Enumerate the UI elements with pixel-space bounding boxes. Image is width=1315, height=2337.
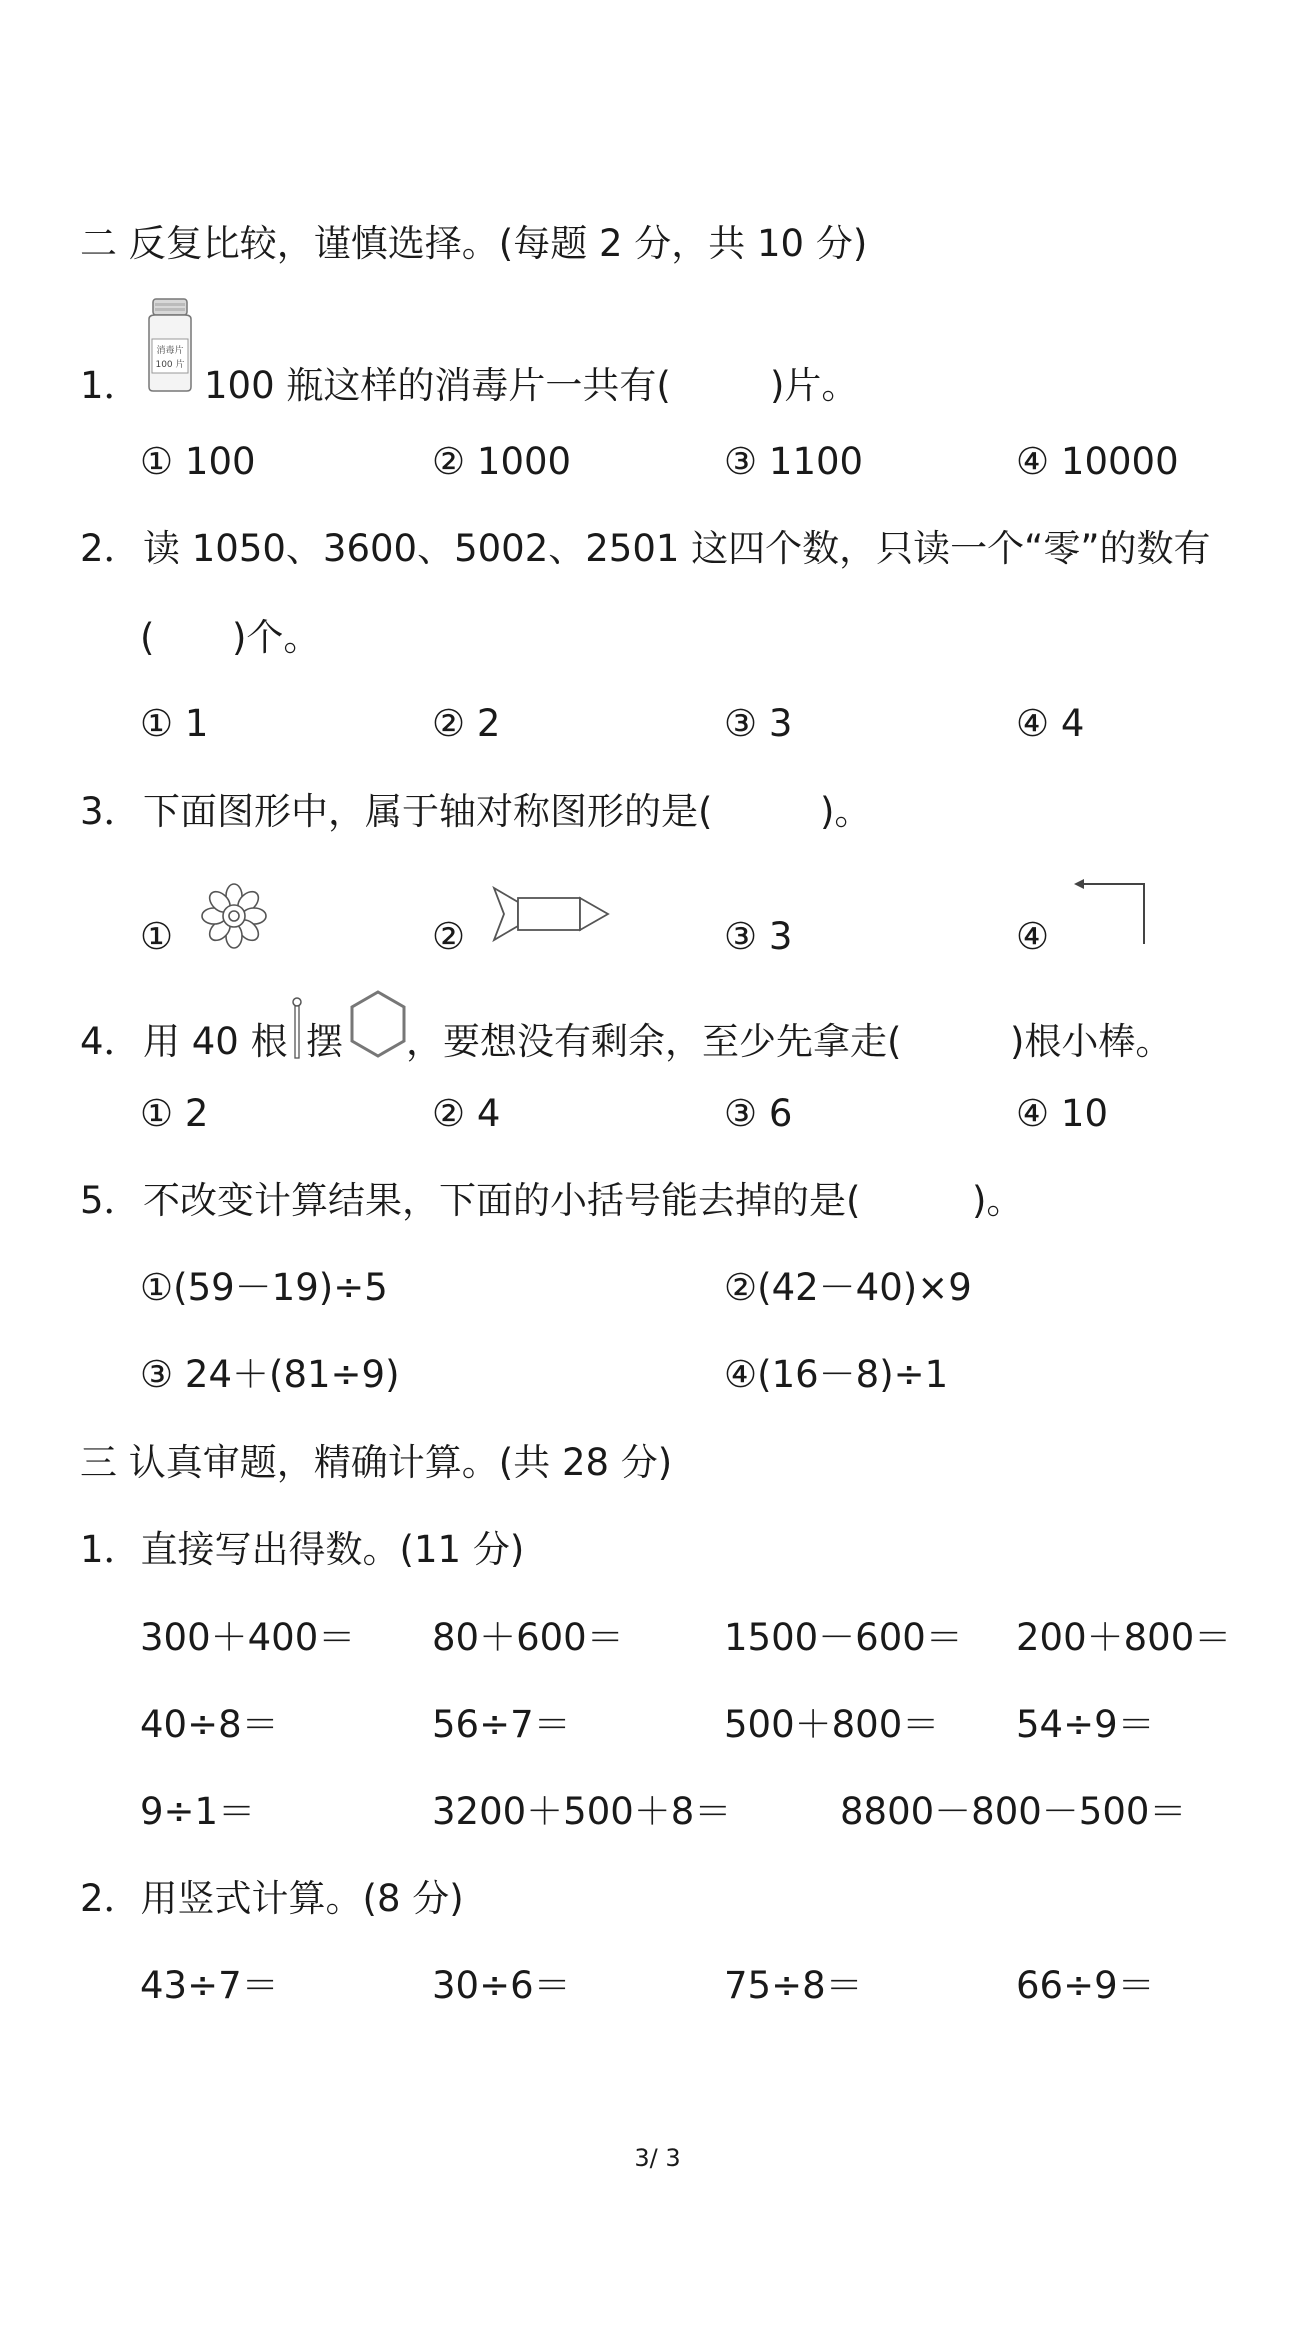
q5-text-a: 不改变计算结果，下面的小括号能去掉的是( (143, 1179, 861, 1222)
q5-text-b: )。 (972, 1179, 1024, 1222)
calc-item: 9÷1＝ (140, 1790, 256, 1833)
q2-option-4: ④ 4 (1016, 702, 1085, 745)
calc-item: 500＋800＝ (724, 1703, 940, 1746)
q4-option-1: ① 2 (140, 1092, 209, 1135)
page-number: 3/ 3 (634, 2144, 681, 2172)
vertical-calc-item: 43÷7＝ (140, 1964, 279, 2007)
corner-arrow-shape-icon (1070, 874, 1150, 948)
stick-icon (290, 996, 304, 1062)
q4-text-a: 用 40 根 (143, 1020, 288, 1063)
section-2-title: 二 反复比较，谨慎选择。(每题 2 分，共 10 分) (80, 222, 868, 265)
q3-option-4: ④ (1016, 915, 1050, 958)
vertical-calc-item: 66÷9＝ (1016, 1964, 1155, 2007)
vertical-calc-item: 30÷6＝ (432, 1964, 571, 2007)
q2-option-1: ① 1 (140, 702, 209, 745)
q5-option-1: ①(59－19)÷5 (140, 1266, 388, 1309)
q3-text-b: )。 (820, 790, 872, 833)
s3-q2-heading: 2．用竖式计算。(8 分) (80, 1877, 464, 1920)
s3-q1-heading: 1．直接写出得数。(11 分) (80, 1528, 525, 1571)
q4-number: 4． (80, 1020, 141, 1063)
q2-number: 2． (80, 527, 141, 570)
q1-number: 1． (80, 364, 141, 407)
q4-text-b: 摆 (306, 1020, 343, 1063)
q2-option-2: ② 2 (432, 702, 501, 745)
q2-text-line1: 读 1050、3600、5002、2501 这四个数，只读一个“零”的数有 (143, 527, 1211, 570)
bottle-label-1: 消毒片 (156, 346, 184, 356)
calc-item: 200＋800＝ (1016, 1616, 1232, 1659)
flower-shape-icon (200, 882, 268, 950)
q5-option-3: ③ 24＋(81÷9) (140, 1353, 400, 1396)
calc-item: 300＋400＝ (140, 1616, 356, 1659)
q3-option-2: ② (432, 915, 466, 958)
q1-option-3: ③ 1100 (724, 440, 864, 483)
calc-item: 56÷7＝ (432, 1703, 571, 1746)
q4-text-d: )根小棒。 (1010, 1020, 1173, 1063)
q2-option-3: ③ 3 (724, 702, 793, 745)
q5-option-4: ④(16－8)÷1 (724, 1353, 949, 1396)
q3-text-a: 下面图形中，属于轴对称图形的是( (143, 790, 713, 833)
q5-option-2: ②(42－40)×9 (724, 1266, 972, 1309)
q1-option-2: ② 1000 (432, 440, 572, 483)
q1-text-b: )片。 (770, 364, 859, 407)
q3-option-3: ③ 3 (724, 915, 793, 958)
q3-option-1: ① (140, 915, 174, 958)
calc-item: 3200＋500＋8＝ (432, 1790, 732, 1833)
calc-item: 80＋600＝ (432, 1616, 624, 1659)
q4-text-c: ，要想没有剩余，至少先拿走( (406, 1020, 902, 1063)
calc-item: 1500－600＝ (724, 1616, 963, 1659)
hexagon-shape-icon (346, 988, 410, 1060)
calc-item: 40÷8＝ (140, 1703, 279, 1746)
q1-text-a: 100 瓶这样的消毒片一共有( (204, 364, 671, 407)
q4-option-3: ③ 6 (724, 1092, 793, 1135)
q1-option-4: ④ 10000 (1016, 440, 1179, 483)
q2-text-line2-b: )个。 (232, 616, 321, 659)
q5-number: 5． (80, 1179, 141, 1222)
q1-option-1: ① 100 (140, 440, 256, 483)
q4-option-4: ④ 10 (1016, 1092, 1109, 1135)
q2-text-line2-a: ( (140, 616, 155, 659)
calc-item: 54÷9＝ (1016, 1703, 1155, 1746)
bottle-label-2: 100 片 (155, 360, 185, 370)
q3-number: 3． (80, 790, 141, 833)
vertical-calc-item: 75÷8＝ (724, 1964, 863, 2007)
section-3-title: 三 认真审题，精确计算。(共 28 分) (80, 1441, 673, 1484)
disinfectant-bottle-image (143, 297, 197, 393)
q4-option-2: ② 4 (432, 1092, 501, 1135)
calc-item: 8800－800－500＝ (840, 1790, 1187, 1833)
rocket-shape-icon (490, 882, 616, 946)
